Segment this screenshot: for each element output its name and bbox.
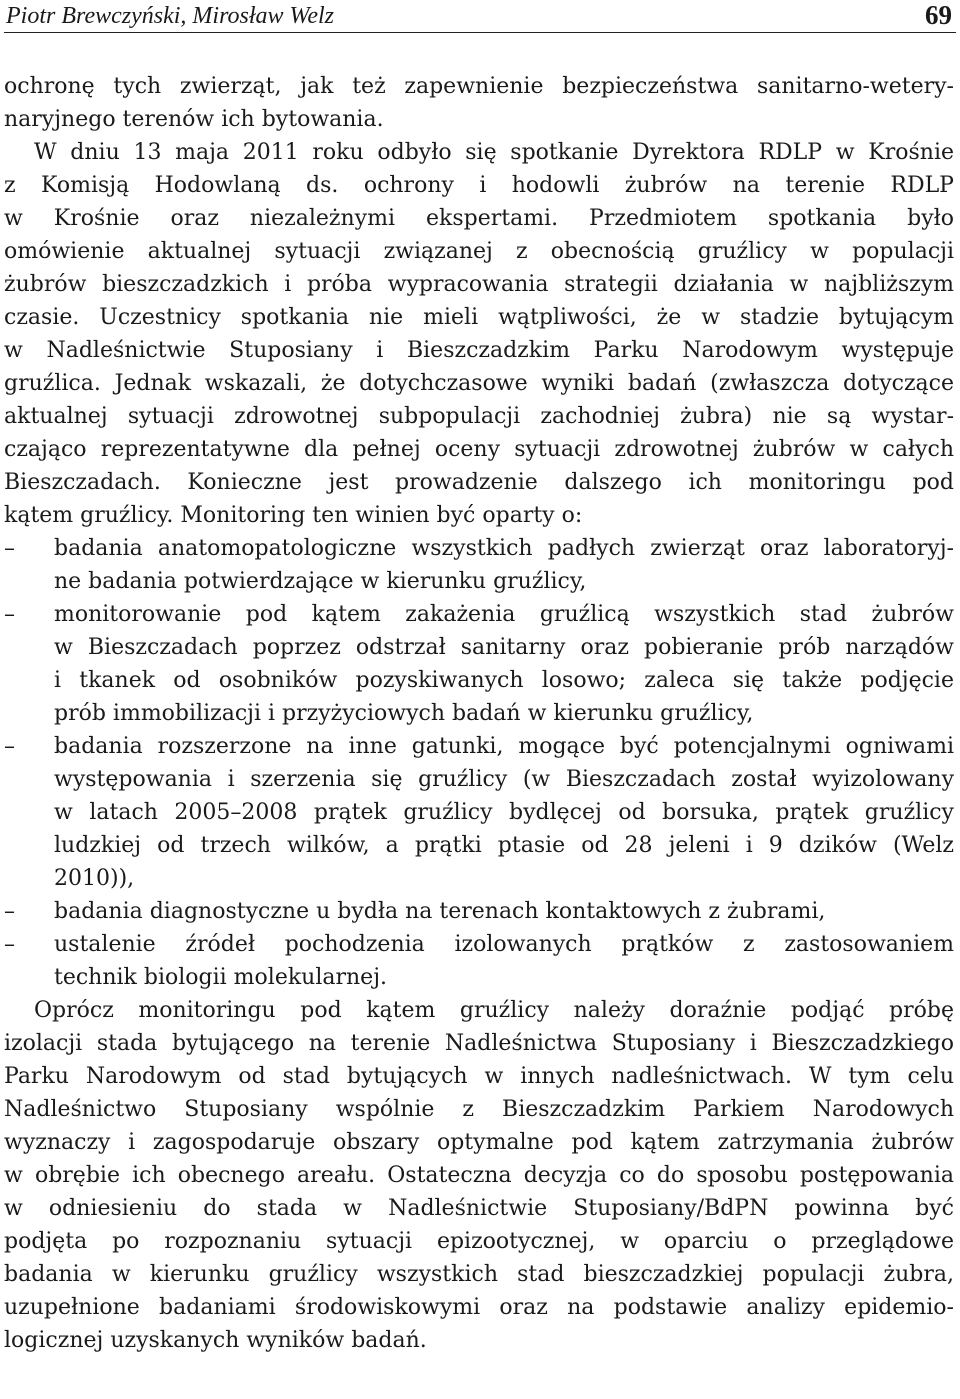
text-line: w latach 2005–2008 prątek gruźlicy bydlęcej od borsuka, prątek gruźlicy bbox=[54, 800, 954, 825]
text-line: naryjnego terenów ich bytowania. bbox=[4, 107, 384, 132]
text-line: czająco reprezentatywne dla pełnej oceny sytuacji zdrowotnej żubrów w całych bbox=[4, 437, 954, 462]
text-line: 2010)), bbox=[54, 866, 135, 891]
list-item-text: ustalenie źródeł pochodzenia izolowanych prątków z zastosowaniem bbox=[54, 932, 954, 957]
list-item bbox=[4, 598, 954, 631]
text-line: czasie. Uczestnicy spotkania nie mieli wątpliwości, że w stadzie bytującym bbox=[4, 305, 954, 330]
text-line: logicznej uzyskanych wyników badań. bbox=[4, 1328, 427, 1353]
list-item bbox=[4, 895, 954, 928]
text-line: badania w kierunku gruźlicy wszystkich stad bieszczadzkiej populacji żubra, bbox=[4, 1262, 954, 1287]
text-line: w Nadleśnictwie Stuposiany i Bieszczadzkim Parku Narodowym występuje bbox=[4, 338, 954, 363]
list-item bbox=[4, 730, 954, 763]
dash-bullet: – bbox=[4, 899, 15, 924]
list-item-text: badania anatomopatologiczne wszystkich padłych zwierząt oraz laboratoryj- bbox=[54, 536, 954, 561]
dash-bullet: – bbox=[4, 602, 15, 627]
dash-bullet: – bbox=[4, 932, 15, 957]
text-line: aktualnej sytuacji zdrowotnej subpopulacji zachodniej żubra) nie są wystar- bbox=[4, 404, 954, 429]
list-item bbox=[4, 928, 954, 961]
page-number: 69 bbox=[925, 0, 952, 30]
body-text bbox=[4, 70, 954, 1357]
text-line: W dniu 13 maja 2011 roku odbyło się spotkanie Dyrektora RDLP w Krośnie bbox=[34, 140, 954, 165]
text-line: prób immobilizacji i przyżyciowych badań w kierunku gruźlicy, bbox=[54, 701, 754, 726]
text-line: Nadleśnictwo Stuposiany wspólnie z Bieszczadzkim Parkiem Narodowych bbox=[4, 1097, 954, 1122]
dash-bullet: – bbox=[4, 734, 15, 759]
text-line: podjęta po rozpoznaniu sytuacji epizootycznej, w oparciu o przeglądowe bbox=[4, 1229, 954, 1254]
text-line: wyznaczy i zagospodaruje obszary optymalne pod kątem zatrzymania żubrów bbox=[4, 1130, 954, 1155]
text-line: izolacji stada bytującego na terenie Nadleśnictwa Stuposiany i Bieszczadzkiego bbox=[4, 1031, 954, 1056]
text-line: i tkanek od osobników pozyskiwanych losowo; zaleca się także podjęcie bbox=[54, 668, 954, 693]
text-line: ludzkiej od trzech wilków, a prątki ptasie od 28 jeleni i 9 dzików (Welz bbox=[54, 833, 954, 858]
text-line: uzupełnione badaniami środowiskowymi oraz na podstawie analizy epidemio- bbox=[4, 1295, 954, 1320]
text-line: Oprócz monitoringu pod kątem gruźlicy należy doraźnie podjąć próbę bbox=[34, 998, 954, 1023]
header-authors: Piotr Brewczyński, Mirosław Welz bbox=[6, 3, 334, 29]
text-line: technik biologii molekularnej. bbox=[54, 965, 388, 990]
text-line: w obrębie ich obecnego areału. Ostateczna decyzja co do sposobu postępowania bbox=[4, 1163, 954, 1188]
text-line: gruźlica. Jednak wskazali, że dotychczasowe wyniki badań (zwłaszcza dotyczące bbox=[4, 371, 954, 396]
list-item-text: badania diagnostyczne u bydła na terenach kontaktowych z żubrami, bbox=[54, 899, 826, 924]
text-line: ochronę tych zwierząt, jak też zapewnienie bezpieczeństwa sanitarno-wetery- bbox=[4, 74, 954, 99]
text-line: w odniesieniu do stada w Nadleśnictwie Stuposiany/BdPN powinna być bbox=[4, 1196, 954, 1221]
text-line: omówienie aktualnej sytuacji związanej z obecnością gruźlicy w populacji bbox=[4, 239, 954, 264]
text-line: żubrów bieszczadzkich i próba wypracowania strategii działania w najbliższym bbox=[4, 272, 954, 297]
text-line: kątem gruźlicy. Monitoring ten winien być oparty o: bbox=[4, 503, 583, 528]
text-line: ne badania potwierdzające w kierunku gruźlicy, bbox=[54, 569, 587, 594]
dash-bullet: – bbox=[4, 536, 15, 561]
text-line: z Komisją Hodowlaną ds. ochrony i hodowli żubrów na terenie RDLP bbox=[4, 173, 954, 198]
text-line: Parku Narodowym od stad bytujących w innych nadleśnictwach. W tym celu bbox=[4, 1064, 954, 1089]
text-line: w Krośnie oraz niezależnymi ekspertami. Przedmiotem spotkania było bbox=[4, 206, 954, 231]
text-line: występowania i szerzenia się gruźlicy (w Bieszczadach został wyizolowany bbox=[54, 767, 954, 792]
list-item-text: monitorowanie pod kątem zakażenia gruźlicą wszystkich stad żubrów bbox=[54, 602, 954, 627]
text-line: Bieszczadach. Konieczne jest prowadzenie dalszego ich monitoringu pod bbox=[4, 470, 954, 495]
list-item bbox=[4, 532, 954, 565]
text-line: w Bieszczadach poprzez odstrzał sanitarny oraz pobieranie prób narządów bbox=[54, 635, 954, 660]
running-header bbox=[4, 0, 956, 33]
list-item-text: badania rozszerzone na inne gatunki, mogące być potencjalnymi ogniwami bbox=[54, 734, 954, 759]
